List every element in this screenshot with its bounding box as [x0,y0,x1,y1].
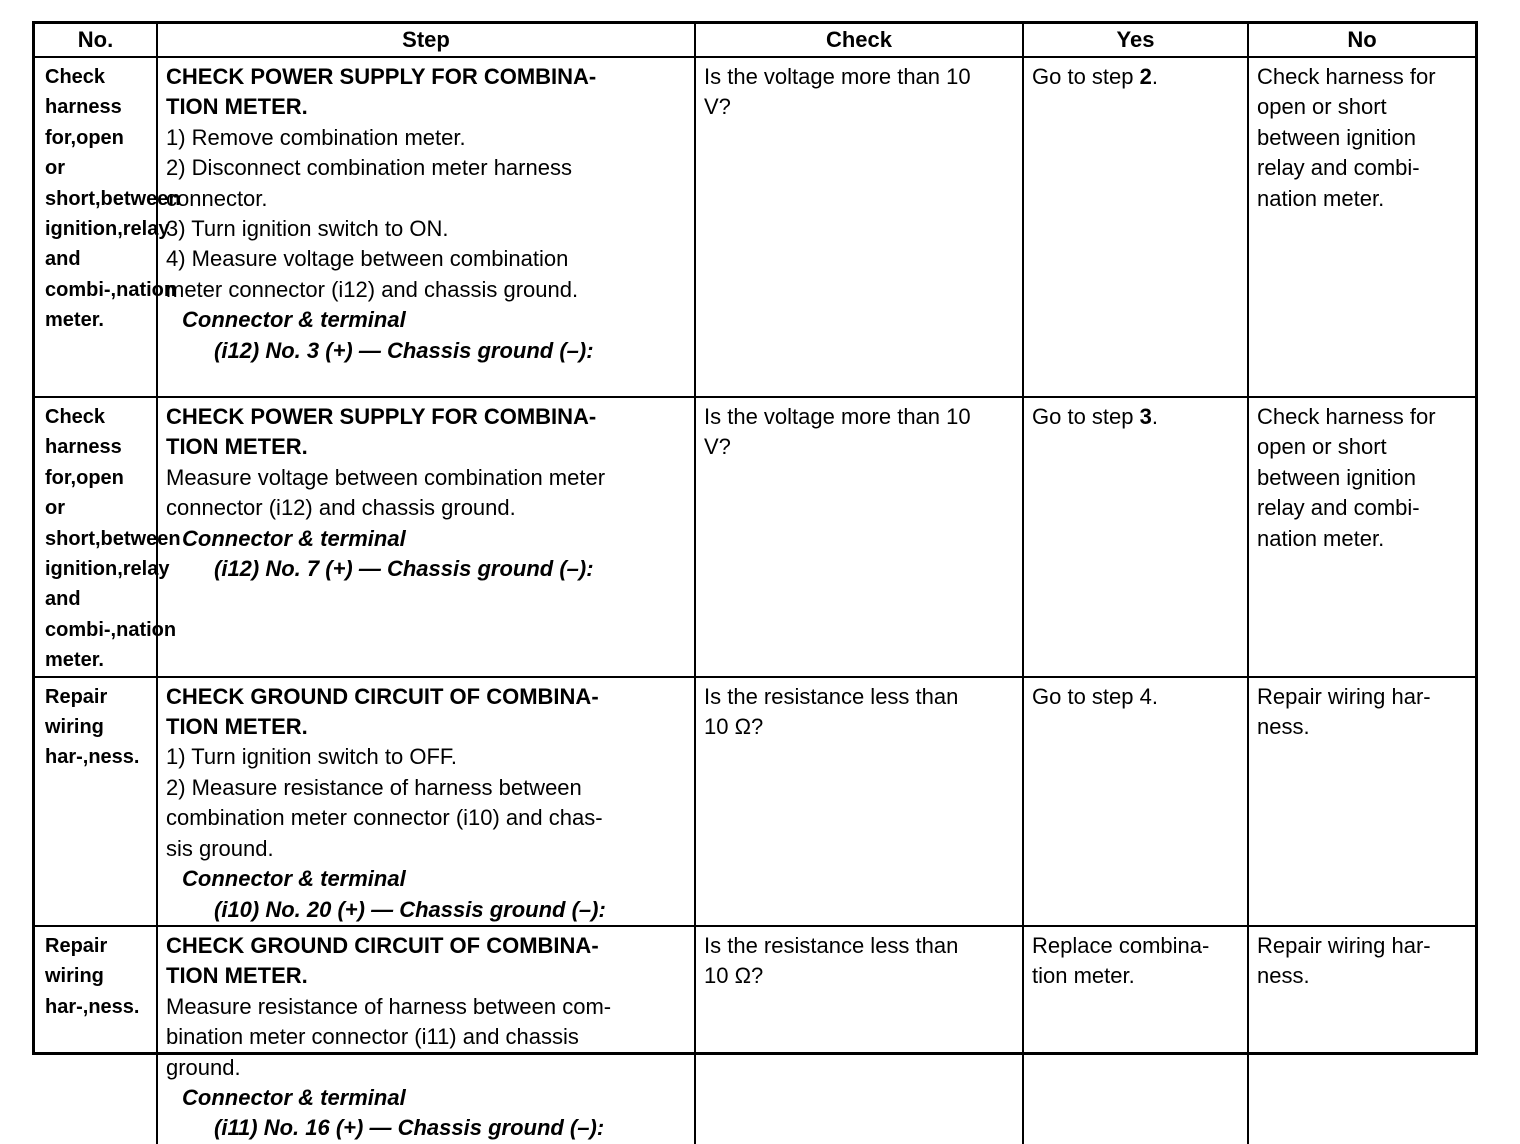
no-text: Repair wiring har- [1257,683,1431,709]
step-line: ground. [166,1054,241,1080]
yes-text-end: . [1151,404,1158,429]
step-line: sis ground. [166,835,274,861]
no-text: between ignition [1257,464,1417,490]
step-line: combination meter connector (i10) and chas- [166,805,603,831]
header-yes: Yes [1023,24,1248,57]
step-line: Measure resistance of harness between com- [166,993,612,1019]
yes-text: tion meter. [1032,963,1135,989]
no-text: nation meter. [1257,525,1385,551]
no-text: ness. [1257,963,1310,989]
step-cell [157,397,695,677]
step-title: CHECK POWER SUPPLY FOR COMBINA- [166,64,597,89]
check-text: Is the resistance less than [704,932,959,958]
no-text: relay and combi- [1257,495,1420,521]
header-no-result: No [1248,24,1475,57]
step-line: 1) Remove combination meter. [166,124,466,150]
terminal-spec: (i10) No. 20 (+) — Chassis ground (–): [214,896,606,922]
check-text: 10 Ω? [704,963,764,989]
yes-text: Go to step [1032,64,1140,89]
terminal-spec: (i12) No. 3 (+) — Chassis ground (–): [214,337,594,363]
yes-cell [1023,677,1248,926]
step-cell [157,57,695,397]
step-title: CHECK GROUND CIRCUIT OF COMBINA- [166,683,599,709]
terminal-spec: (i11) No. 16 (+) — Chassis ground (–): [214,1115,605,1141]
no-cell [1248,397,1475,677]
no-text: open or short [1257,94,1387,120]
no-text: Check harness for [1257,64,1436,89]
header-check: Check [695,24,1023,57]
header-step: Step [157,24,695,57]
table-row [35,926,1475,1144]
no-cell [1248,677,1475,926]
terminal-spec: (i12) No. 7 (+) — Chassis ground (–): [214,556,594,582]
step-line: meter connector (i12) and chassis ground. [166,276,579,302]
yes-cell [1023,397,1248,677]
no-text: relay and combi- [1257,155,1420,181]
check-cell [695,677,1023,926]
check-text: 10 Ω? [704,714,764,740]
no-text: Check harness for [1257,404,1436,429]
yes-step-ref: 2 [1139,64,1152,89]
header-row [35,24,1475,57]
yes-cell [1023,57,1248,397]
step-line: 2) Measure resistance of harness between [166,774,582,800]
header-no: No. [35,24,157,57]
step-line: 4) Measure voltage between combination [166,246,569,272]
yes-step-ref: 3 [1139,404,1152,429]
no-text: open or short [1257,434,1387,460]
table-row [35,677,1475,926]
step-title: CHECK GROUND CIRCUIT OF COMBINA- [166,932,599,958]
check-text: Is the voltage more than 10 [704,64,971,89]
step-line: bination meter connector (i11) and chassis [166,1024,579,1050]
check-text: Is the resistance less than [704,683,959,709]
no-text: Repair wiring har- [1257,932,1431,958]
check-cell [695,926,1023,1144]
check-cell [695,397,1023,677]
no-cell [1248,926,1475,1144]
yes-text: Replace combina- [1032,932,1210,958]
step-title: TION METER. [166,963,308,989]
check-cell [695,57,1023,397]
connector-label: Connector & terminal [182,525,406,551]
step-cell [157,926,695,1144]
step-title: TION METER. [166,714,308,740]
step-cell [157,677,695,926]
step-line: connector. [166,185,268,211]
no-text: ness. [1257,714,1310,740]
step-line: 1) Turn ignition switch to OFF. [166,744,457,770]
step-title: CHECK POWER SUPPLY FOR COMBINA- [166,404,597,429]
yes-text-end: . [1151,64,1158,89]
step-line: Measure voltage between combination meter [166,464,606,490]
step-line: 2) Disconnect combination meter harness [166,155,572,181]
yes-cell [1023,926,1248,1144]
diagnostic-table-frame [32,21,1478,1141]
step-title: TION METER. [166,94,308,120]
table-row [35,397,1475,677]
step-line: connector (i12) and chassis ground. [166,495,516,521]
no-cell [1248,57,1475,397]
no-text: between ignition [1257,124,1417,150]
connector-label: Connector & terminal [182,1084,406,1110]
step-line: 3) Turn ignition switch to ON. [166,216,449,242]
step-number: Repair wiring har-,ness. [35,677,157,926]
check-text: Is the voltage more than 10 [704,404,971,429]
check-text: V? [704,94,731,120]
check-text: V? [704,434,731,460]
diagnostic-table [35,24,1475,1144]
yes-text: Go to step [1032,404,1140,429]
no-text: nation meter. [1257,185,1385,211]
step-number: Check harness for,open or short,between ignition,relay and combi-,nation meter. [35,397,157,677]
connector-label: Connector & terminal [182,307,406,333]
step-number: Repair wiring har-,ness. [35,926,157,1144]
yes-text: Go to step 4. [1032,683,1158,709]
table-row [35,57,1475,397]
connector-label: Connector & terminal [182,866,406,892]
step-title: TION METER. [166,434,308,460]
step-number: Check harness for,open or short,between ignition,relay and combi-,nation meter. [35,57,157,397]
